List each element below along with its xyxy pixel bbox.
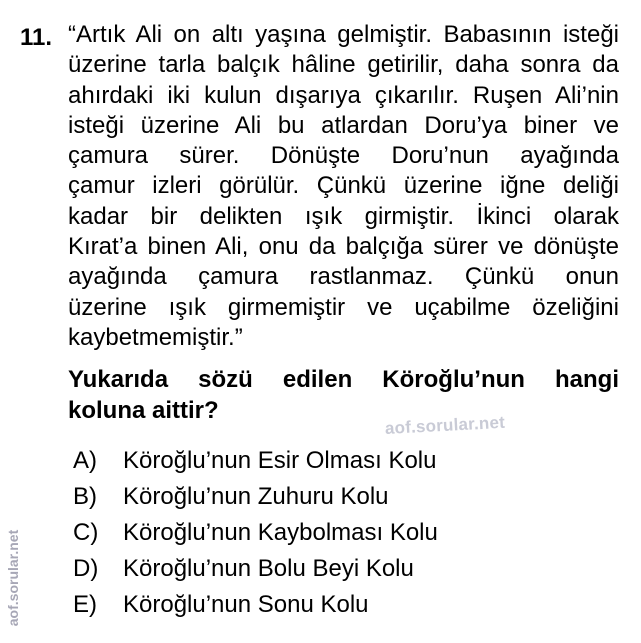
option-letter: B) xyxy=(73,483,97,510)
passage-line: çamura sürer. Dönüşte Doru’nun ayağında xyxy=(68,142,619,170)
option-letter: A) xyxy=(73,447,97,474)
option-e[interactable] xyxy=(0,590,641,620)
option-letter: C) xyxy=(73,519,99,546)
passage-line: ahırdaki iki kulun dışarıya çıkarılır. Ruşen Ali’nin xyxy=(68,81,619,109)
option-text: Köroğlu’nun Esir Olması Kolu xyxy=(123,447,437,474)
option-c[interactable] xyxy=(0,518,641,548)
question-passage xyxy=(68,20,619,353)
passage-line: ayağında çamura rastlanmaz. Çünkü onun xyxy=(68,263,619,291)
option-letter: D) xyxy=(73,555,99,582)
passage-line: “Artık Ali on altı yaşına gelmiştir. Babasının isteği xyxy=(68,21,619,48)
passage-line: üzerine ışık girmemiştir ve uçabilme özeliğini xyxy=(68,293,619,321)
watermark-side: aof.sorular.net xyxy=(5,529,21,627)
question-prompt xyxy=(68,364,619,426)
passage-line: üzerine tarla balçık hâline getirilir, daha sonra da xyxy=(68,51,619,79)
option-b[interactable] xyxy=(0,482,641,512)
option-text: Köroğlu’nun Bolu Beyi Kolu xyxy=(123,555,414,582)
passage-line: kadar bir delikten ışık girmiştir. İkinci olarak xyxy=(68,202,619,230)
option-letter: E) xyxy=(73,591,97,618)
option-a[interactable] xyxy=(0,446,641,476)
option-text: Köroğlu’nun Kaybolması Kolu xyxy=(123,519,438,546)
passage-line: çamur izleri görülür. Çünkü üzerine iğne deliği xyxy=(68,172,619,200)
passage-line: isteği üzerine Ali bu atlardan Doru’ya biner ve xyxy=(68,111,619,139)
passage-line: kaybetmemiştir.” xyxy=(68,323,243,351)
watermark-center: aof.sorular.net xyxy=(384,412,506,438)
option-d[interactable] xyxy=(0,554,641,584)
option-text: Köroğlu’nun Sonu Kolu xyxy=(123,591,369,618)
option-text: Köroğlu’nun Zuhuru Kolu xyxy=(123,483,389,510)
question-number: 11. xyxy=(20,24,53,51)
passage-line: Kırat’a binen Ali, onu da balçığa sürer ve dönüşte xyxy=(68,233,619,261)
prompt-line: koluna aittir? xyxy=(68,397,219,424)
prompt-line: Yukarıda sözü edilen Köroğlu’nun hangi xyxy=(68,366,619,393)
